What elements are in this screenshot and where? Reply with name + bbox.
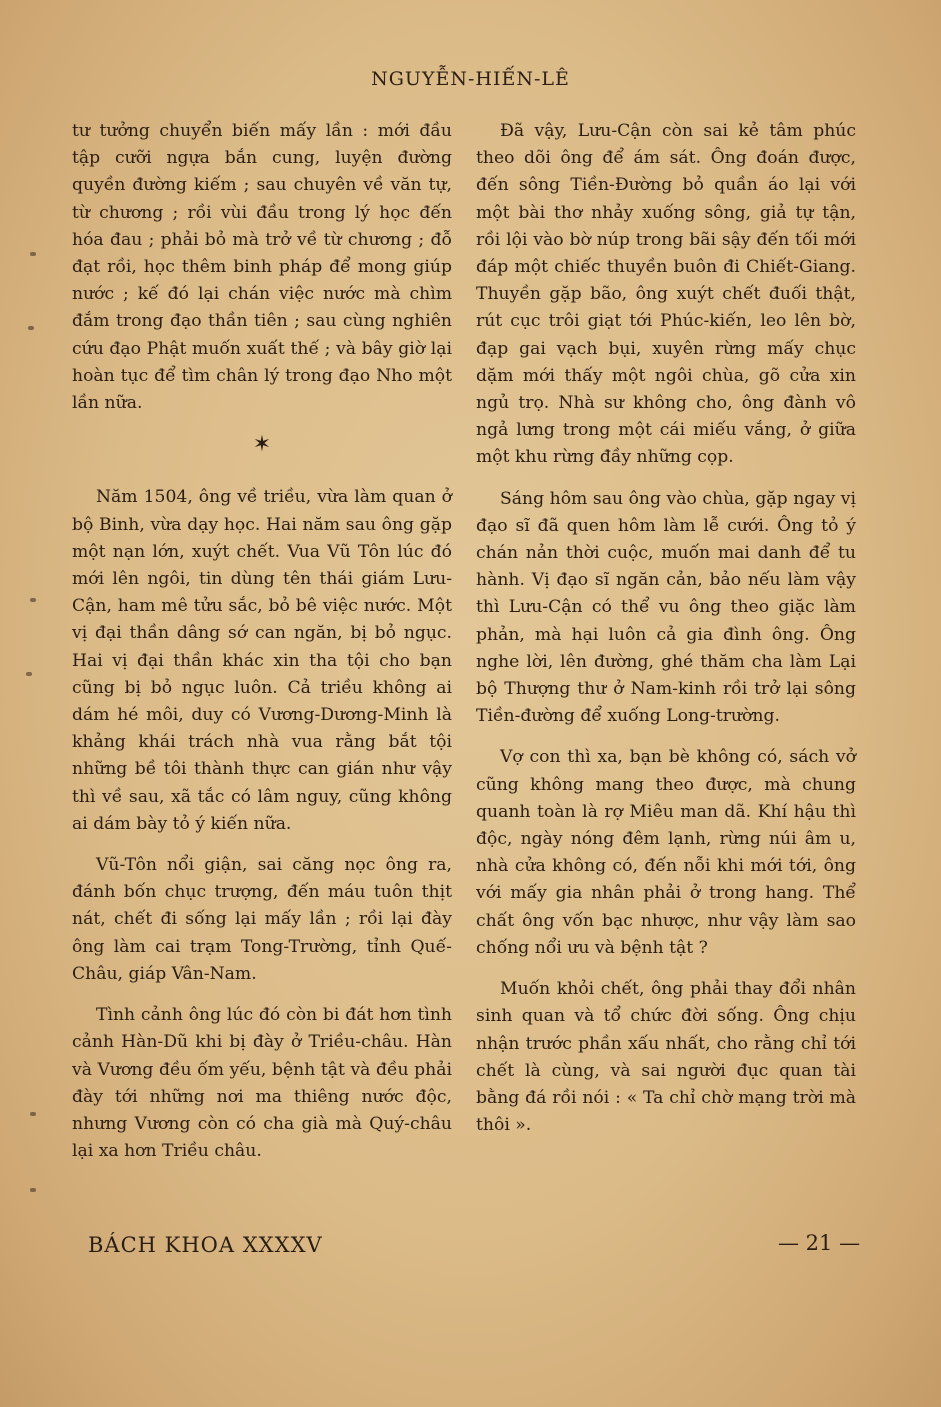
right-paragraph-1: Đã vậy, Lưu-Cận còn sai kẻ tâm phúc theo dõi ông để ám sát. Ông đoán được, đến sông Tiền-Đường bỏ quần áo lại với một bài thơ nhảy xuống sông, giả tự tận, rồi lội vào bờ núp trong bãi sậy đến tối mới đáp một chiếc thuyền buôn đi Chiết-Giang. Thuyền gặp bão, ông xuýt chết đuối thật, rút cục trôi giạt tới Phúc-kiến, leo lên bờ, đạp gai vạch bụi, xuyên rừng mấy chục dặm mới thấy một ngôi chùa, gõ cửa xin ngủ trọ. Nhà sư không cho, ông đành vô ngả lưng trong một cái miếu vắng, ở giữa một khu rừng đầy những cọp. (476, 121, 856, 468)
right-paragraph-4: Muốn khỏi chết, ông phải thay đổi nhân sinh quan và tổ chức đời sống. Ông chịu nhận trước phần xấu nhất, cho rằng chỉ tới chết là cùng, và sai người đục quan tài bằng đá rồi nói : « Ta chỉ chờ mạng trời mà thôi ». (476, 979, 856, 1136)
running-header: NGUYỄN-HIẾN-LÊ (371, 68, 570, 90)
margin-speck (26, 672, 32, 676)
left-paragraph-2: Năm 1504, ông về triều, vừa làm quan ở bộ Binh, vừa dạy học. Hai năm sau ông gặp một nạn lớn, xuýt chết. Vua Vũ Tôn lúc đó mới lên ngôi, tin dùng tên thái giám Lưu-Cận, ham mê tửu sắc, bỏ bê việc nước. Một vị đại thần dâng sớ can ngăn, bị bỏ ngục. Hai vị đại thần khác xin tha tội cho bạn cũng bị bỏ ngục luôn. Cả triều không ai dám hé môi, duy có Vương-Dương-Minh là khảng khái trách nhà vua rằng bắt tội những bề tôi thành thực can gián như vậy thì về sau, xã tắc có lâm nguy, cũng không ai dám bày tỏ ý kiến nữa. (72, 487, 452, 834)
magazine-title: BÁCH KHOA XXXXV (88, 1233, 323, 1257)
page-number: — 21 — (778, 1231, 861, 1255)
margin-speck (30, 252, 36, 256)
section-separator: ✶ (252, 432, 272, 458)
right-paragraph-3: Vợ con thì xa, bạn bè không có, sách vở cũng không mang theo được, mà chung quanh toàn là rợ Miêu man dã. Khí hậu thì độc, ngày nóng đêm lạnh, rừng núi âm u, nhà cửa không có, đến nỗi khi mới tới, ông với mấy gia nhân phải ở trong hang. Thể chất ông vốn bạc nhược, như vậy làm sao chống nổi ưu và bệnh tật ? (476, 747, 856, 958)
margin-speck (30, 1112, 36, 1116)
left-paragraph-4: Tình cảnh ông lúc đó còn bi đát hơn tình cảnh Hàn-Dũ khi bị đày ở Triều-châu. Hàn và Vương đều ốm yếu, bệnh tật và đều phải đày tới những nơi ma thiêng nước độc, nhưng Vương còn có cha già mà Quý-châu lại xa hơn Triều châu. (72, 1005, 452, 1162)
margin-speck (30, 598, 36, 602)
left-column (72, 118, 452, 1179)
left-paragraph-1: tư tưởng chuyển biến mấy lần : mới đầu tập cưỡi ngựa bắn cung, luyện đường quyền đường kiếm ; sau chuyên về văn tự, từ chương ; rồi vùi đầu trong lý học đến hóa đau ; phải bỏ mà trở về từ chương ; đỗ đạt rồi, học thêm binh pháp để mong giúp nước ; kế đó lại chán việc nước mà chìm đắm trong đạo thần tiên ; sau cùng nghiên cứu đạo Phật muốn xuất thế ; và bây giờ lại hoàn tục để tìm chân lý trong đạo Nho một lần nữa. (72, 121, 452, 414)
right-column (476, 118, 856, 1153)
left-paragraph-3: Vũ-Tôn nổi giận, sai căng nọc ông ra, đánh bốn chục trượng, đến máu tuôn thịt nát, chết đi sống lại mấy lần ; rồi lại đày ông làm cai trạm Tong-Trường, tỉnh Quế-Châu, giáp Vân-Nam. (72, 855, 452, 984)
right-paragraph-2: Sáng hôm sau ông vào chùa, gặp ngay vị đạo sĩ đã quen hôm làm lễ cưới. Ông tỏ ý chán nản thời cuộc, muốn mai danh để tu hành. Vị đạo sĩ ngăn cản, bảo nếu làm vậy thì Lưu-Cận có thể vu ông theo giặc làm phản, mà hại luôn cả gia đình ông. Ông nghe lời, lên đường, ghé thăm cha làm Lại bộ Thượng thư ở Nam-kinh rồi trở lại sông Tiền-đường để xuống Long-trường. (476, 488, 856, 727)
margin-speck (28, 326, 34, 330)
margin-speck (30, 1188, 36, 1192)
